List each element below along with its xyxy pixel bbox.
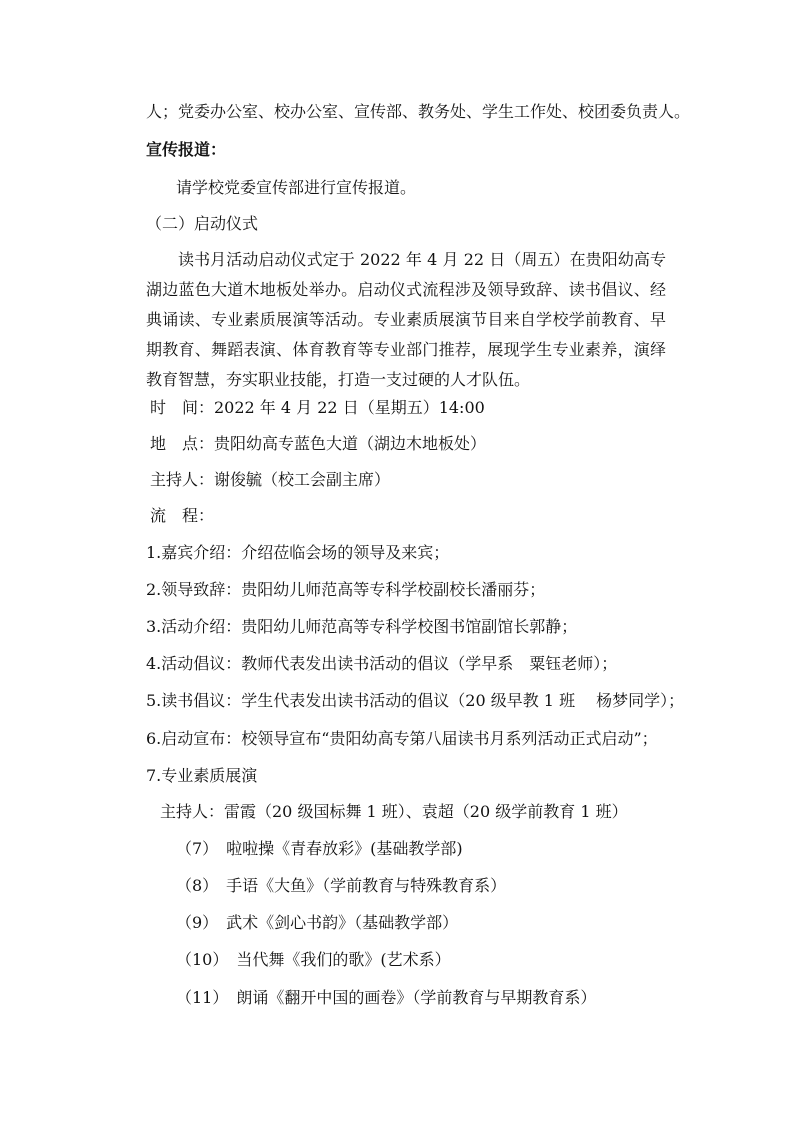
place-line: 地 点：贵阳幼高专蓝色大道（湖边木地板处）: [150, 434, 487, 453]
publicity-heading: 宣传报道：: [146, 140, 227, 159]
flow-step: 2.领导致辞：贵阳幼儿师范高等专科学校副校长潘丽芬；: [146, 580, 546, 599]
flow-step: 5.读书倡议：学生代表发出读书活动的倡议（20 级早教 1 班 杨梦同学）；: [146, 691, 685, 710]
program-item: （11） 朗诵《翻开中国的画卷》（学前教育与早期教育系）: [176, 988, 597, 1007]
program-item: （7） 啦啦操《青春放彩》(基础教学部): [176, 839, 463, 858]
host-line: 主持人：谢俊毓（校工会副主席）: [150, 470, 391, 489]
show-hosts-line: 主持人：雷霞（20 级国标舞 1 班）、袁超（20 级学前教育 1 班）: [160, 802, 628, 821]
program-item: （8） 手语《大鱼》（学前教育与特殊教育系）: [176, 876, 507, 895]
ceremony-paragraph: 读书月活动启动仪式定于 2022 年 4 月 22 日（周五）在贵阳幼高专湖边蓝色大道木地板处举办。启动仪式流程涉及领导致辞、读书倡议、经典诵读、专业素质展演等活动。专业素质展演节目来自学校学前教育、早期教育、舞蹈表演、体育教育等专业部门推荐，展现学生专业素养，演绎教育智慧，夯实职业技能，打造一支过硬的人才队伍。: [146, 250, 666, 389]
publicity-line: 请学校党委宣传部进行宣传报道。: [176, 178, 417, 197]
responsible-line: 人；党委办公室、校办公室、宣传部、教务处、学生工作处、校团委负责人。: [146, 102, 691, 121]
ceremony-heading: （二）启动仪式: [146, 214, 259, 233]
flow-step: 7.专业素质展演: [146, 766, 258, 785]
flow-step: 4.活动倡议：教师代表发出读书活动的倡议（学早系 粟钰老师）；: [146, 654, 618, 673]
time-line: 时 间：2022 年 4 月 22 日（星期五）14:00: [150, 398, 485, 417]
program-item: （10） 当代舞《我们的歌》(艺术系）: [176, 950, 451, 969]
flow-step: 3.活动介绍：贵阳幼儿师范高等专科学校图书馆副馆长郭静；: [146, 617, 578, 636]
flow-label: 流 程：: [150, 506, 215, 525]
flow-step: 1.嘉宾介绍：介绍莅临会场的领导及来宾；: [146, 543, 450, 562]
flow-step: 6.启动宣布：校领导宣布“贵阳幼高专第八届读书月系列活动正式启动”；: [146, 729, 658, 748]
program-item: （9） 武术《剑心书韵》（基础教学部）: [176, 913, 459, 932]
